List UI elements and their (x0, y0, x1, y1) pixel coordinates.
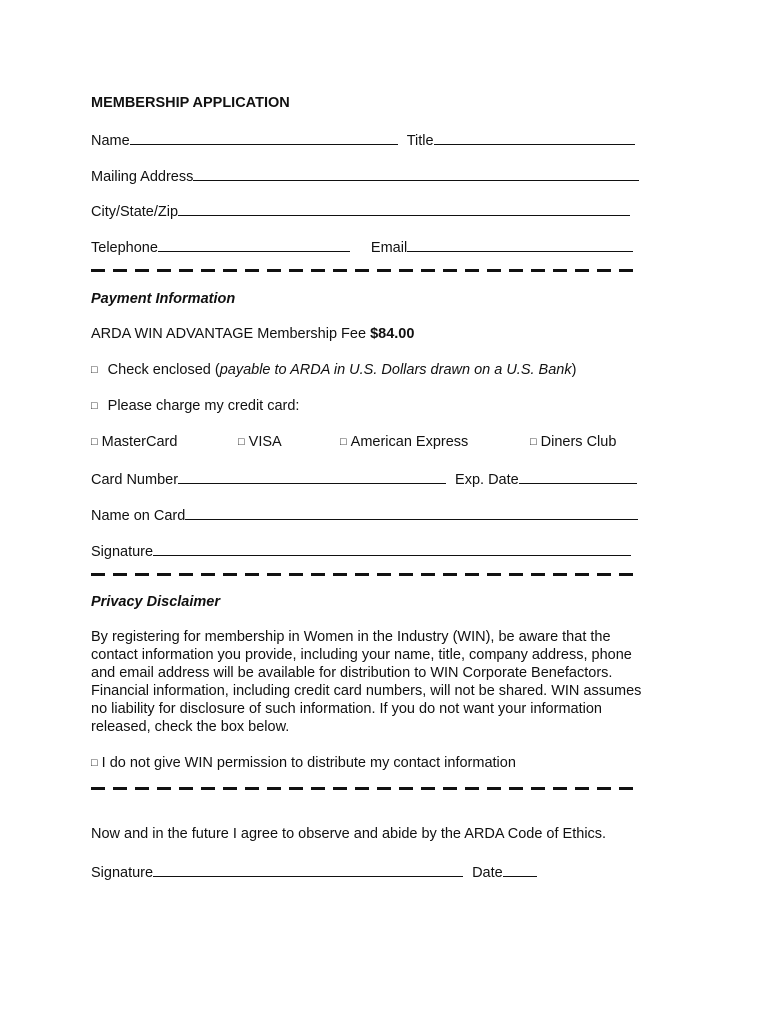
dashed-divider (91, 269, 635, 272)
card-option-visa[interactable] (238, 433, 282, 452)
name-title-row (91, 129, 635, 150)
charge-card-label: Please charge my credit card: (107, 398, 300, 414)
agreement-text: Now and in the future I agree to observe and abide by the ARDA Code of Ethics. (91, 826, 607, 842)
privacy-line: By registering for membership in Women in the Industry (WIN), be aware that the (91, 629, 611, 645)
privacy-heading: Privacy Disclaimer (91, 594, 220, 610)
exp-date-label: Exp. Date (455, 472, 519, 488)
charge-card-row (91, 397, 299, 416)
mastercard-checkbox[interactable]: □ (91, 436, 98, 448)
card-option-mastercard[interactable] (91, 433, 177, 452)
email-label: Email (370, 240, 408, 256)
mailing-address-row (91, 165, 639, 186)
opt-out-checkbox[interactable]: □ (91, 757, 98, 769)
diners-checkbox[interactable]: □ (530, 436, 537, 448)
mailing-address-field[interactable] (193, 165, 639, 181)
card-number-label: Card Number (91, 472, 179, 488)
fee-amount: $84.00 (370, 326, 415, 342)
name-on-card-label: Name on Card (91, 508, 186, 524)
privacy-paragraph (91, 628, 681, 736)
fee-row (91, 325, 414, 343)
name-on-card-field[interactable] (185, 504, 638, 520)
amex-label: American Express (350, 434, 469, 450)
agreement-signature-label: Signature (91, 865, 154, 881)
opt-out-label: I do not give WIN permission to distribute my contact information (101, 755, 516, 771)
amex-checkbox[interactable]: □ (340, 436, 347, 448)
dashed-divider (91, 787, 635, 790)
payment-signature-row (91, 540, 631, 561)
agreement-signature-field[interactable] (153, 861, 463, 877)
name-field[interactable] (130, 129, 398, 145)
check-enclosed-close: ) (571, 362, 577, 378)
agreement-date-field[interactable] (503, 861, 537, 877)
card-number-field[interactable] (178, 468, 446, 484)
diners-label: Diners Club (540, 434, 617, 450)
name-on-card-row (91, 504, 638, 525)
charge-card-checkbox[interactable]: □ (91, 400, 98, 412)
privacy-line: and email address will be available for distribution to WIN Corporate Benefactors. (91, 665, 613, 681)
mailing-address-label: Mailing Address (91, 169, 194, 185)
city-state-zip-field[interactable] (178, 200, 630, 216)
agreement-date-label: Date (472, 865, 503, 881)
city-state-zip-row (91, 200, 630, 221)
check-enclosed-checkbox[interactable]: □ (91, 364, 98, 376)
privacy-line: released, check the box below. (91, 719, 290, 735)
telephone-email-row (91, 236, 633, 257)
exp-date-field[interactable] (519, 468, 637, 484)
name-label: Name (91, 133, 130, 149)
title-field[interactable] (434, 129, 635, 145)
payment-heading: Payment Information (91, 291, 236, 307)
dashed-divider (91, 573, 635, 576)
card-option-amex[interactable] (340, 433, 468, 452)
check-enclosed-row (91, 361, 576, 380)
title-label: Title (406, 133, 434, 149)
privacy-line: Financial information, including credit card numbers, will not be shared. WIN assumes (91, 683, 642, 699)
mastercard-label: MasterCard (101, 434, 178, 450)
privacy-line: no liability for disclosure of such information. If you do not want your information (91, 701, 602, 717)
fee-label: ARDA WIN ADVANTAGE Membership Fee (91, 326, 371, 342)
city-state-zip-label: City/State/Zip (91, 204, 179, 220)
form-title: MEMBERSHIP APPLICATION (91, 95, 290, 111)
payment-signature-field[interactable] (153, 540, 631, 556)
check-enclosed-note: payable to ARDA in U.S. Dollars drawn on a U.S. Bank (219, 362, 572, 378)
email-field[interactable] (407, 236, 633, 252)
card-number-row (91, 468, 637, 489)
agreement-signature-row (91, 861, 537, 882)
card-option-diners[interactable] (530, 433, 616, 452)
check-enclosed-label: Check enclosed ( (107, 362, 220, 378)
opt-out-row (91, 754, 516, 773)
visa-checkbox[interactable]: □ (238, 436, 245, 448)
privacy-line: contact information you provide, including your name, title, company address, phone (91, 647, 632, 663)
visa-label: VISA (248, 434, 282, 450)
telephone-field[interactable] (158, 236, 350, 252)
payment-signature-label: Signature (91, 544, 154, 560)
telephone-label: Telephone (91, 240, 158, 256)
